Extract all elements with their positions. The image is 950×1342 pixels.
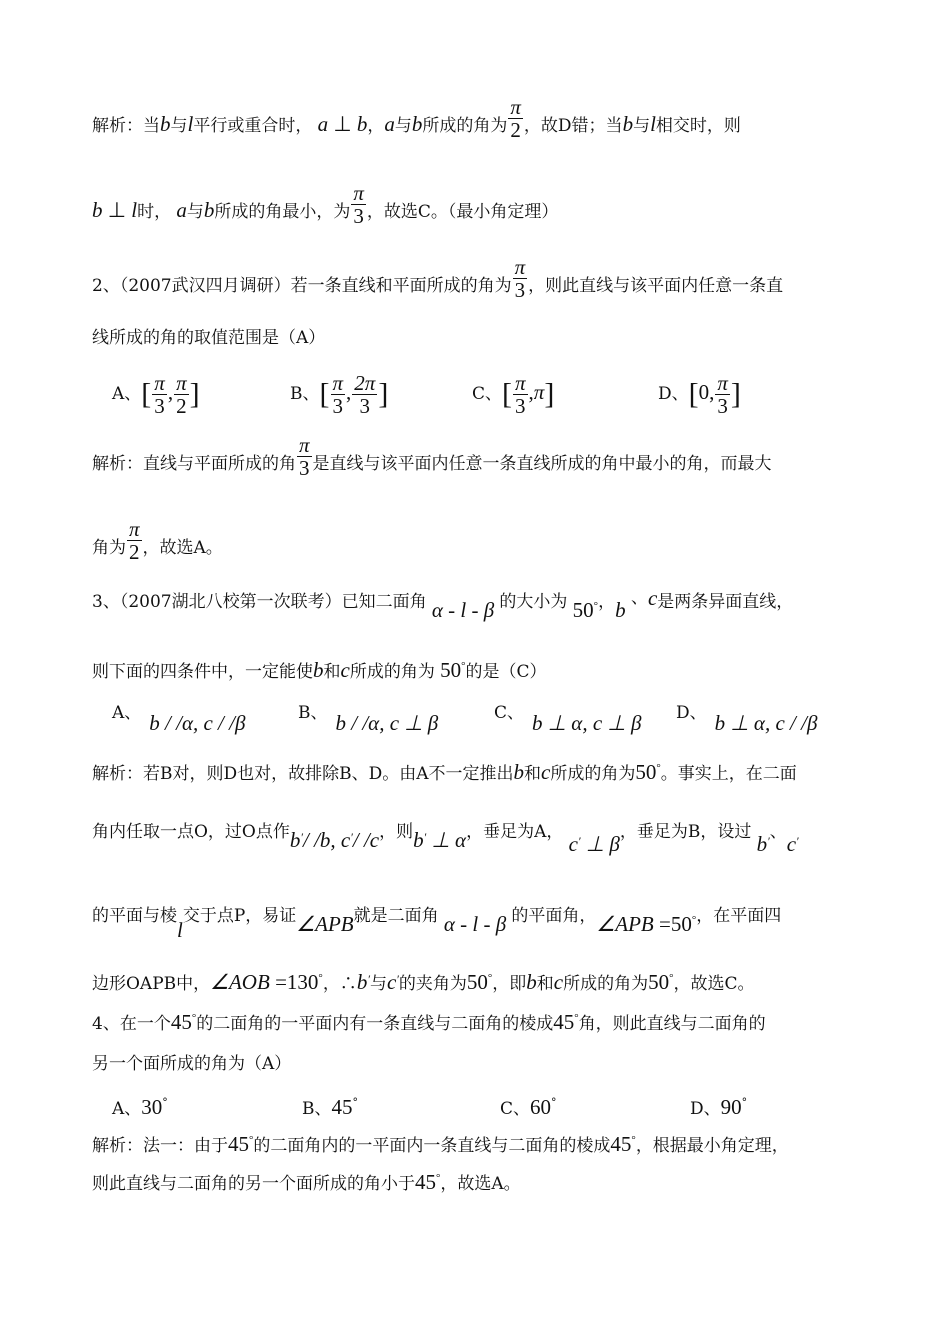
q4-option-b: B、45° (302, 1095, 358, 1119)
q3-option-c: C、 b ⊥ α, c ⊥ β (494, 703, 642, 735)
q2-solution-line-2: 角为 $\frac{\pi}{2}$ ，故选A。 (92, 517, 223, 564)
q3-stem-line-2: 则下面的四条件中，一定能使b和c所成的角为 50°的是（C） (92, 658, 547, 682)
q3-solution-line-4: 边形OAPB中，∠AOB =130°，∴b′与c′的夹角为50°，即b和c所成的角为50°，故选C。 (92, 970, 755, 994)
q3-solution-line-1: 解析：若B对，则D也对，故排除B、D。由A不一定推出b和c所成的角为50°。事实上，在二面 (92, 760, 797, 784)
q2-option-a: A、[ $\frac{\pi}{3}$ , $\frac{\pi}{2}$ ] (112, 371, 200, 418)
q3-stem-line-1: 3、（2007湖北八校第一次联考）已知二面角 α - l - β 的大小为 50°，b 、c是两条异面直线， (92, 586, 794, 622)
q2-option-c: C、[ $\frac{\pi}{3}$ ,π] (472, 371, 555, 418)
q4-option-a: A、30° (112, 1095, 168, 1119)
q2-stem-line-2: 线所成的角的取值范围是（A） (92, 328, 326, 348)
q3-solution-line-3: 的平面与棱l交于点P，易证∠APB就是二面角 α - l - β 的平面角，∠APB =50°，在平面四 (92, 906, 782, 942)
q4-solution-line-2: 则此直线与二面角的另一个面所成的角小于45°，故选A。 (92, 1170, 521, 1194)
q4-option-d: D、90° (690, 1095, 748, 1119)
q4-option-c: C、60° (500, 1095, 557, 1119)
q2-option-d: D、[0, $\frac{\pi}{3}$ ] (658, 371, 741, 418)
q4-stem-line-2: 另一个面所成的角为（A） (92, 1054, 292, 1074)
q4-stem-line-1: 4、在一个45°的二面角的一平面内有一条直线与二面角的棱成45°角，则此直线与二面角的 (92, 1010, 766, 1034)
solution-line-2: b ⊥ l时， a与b所成的角最小，为 $\frac{\pi}{3}$ ，故选C。（最小角定理） (92, 181, 559, 228)
q3-option-a: A、 b / /α, c / /β (112, 703, 246, 735)
q2-solution-line-1: 解析：直线与平面所成的角 $\frac{\pi}{3}$ 是直线与该平面内任意一条直线所成的角中最小的角，而最大 (92, 433, 772, 480)
q3-option-b: B、 b / /α, c ⊥ β (298, 703, 439, 735)
q2-option-b: B、[ $\frac{\pi}{3}$ , $\frac{2\pi}{3}$ ] (290, 371, 389, 418)
q4-solution-line-1: 解析：法一：由于45°的二面角内的一平面内一条直线与二面角的棱成45°，根据最小角定理， (92, 1132, 789, 1156)
q3-solution-line-2: 角内任取一点O，过O点作b′/ /b, c′/ /c，则b′ ⊥ α，垂足为A， c′ ⊥ β，垂足为B，设过 b′、c′ (92, 822, 799, 856)
q3-option-d: D、 b ⊥ α, c / /β (676, 703, 818, 735)
solution-line-1: 解析：当b与l平行或重合时， a ⊥ b，a与b所成的角为 $\frac{\pi}{2}$ ，故D错；当b与l相交时，则 (92, 95, 741, 142)
q2-stem-line-1: 2、（2007武汉四月调研）若一条直线和平面所成的角为 $\frac{\pi}{3}$ ，则此直线与该平面内任意一条直 (92, 255, 784, 302)
